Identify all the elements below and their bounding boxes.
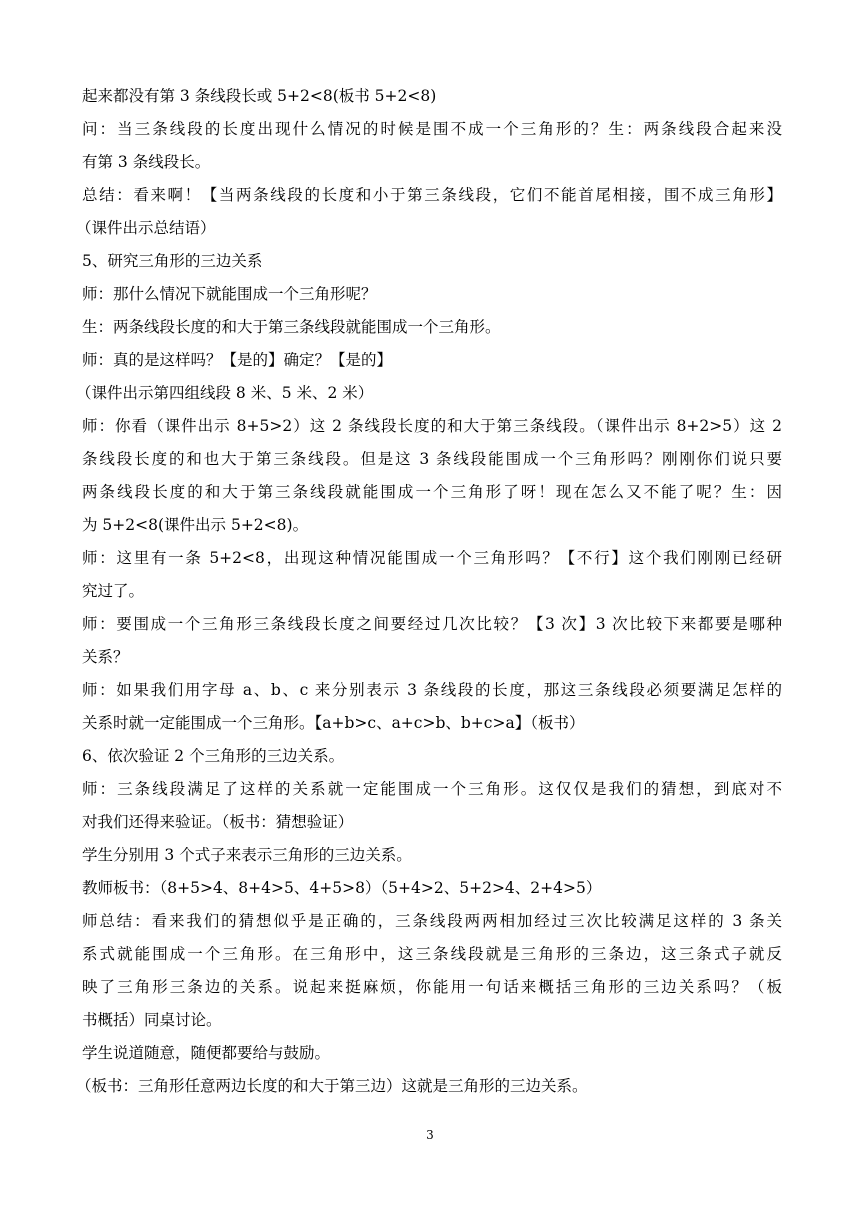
- text-line: 师：真的是这样吗？【是的】确定？【是的】: [82, 351, 393, 369]
- text-line: 学生分别用 3 个式子来表示三角形的三边关系。: [82, 846, 412, 864]
- text-line: 条线段长度的和也大于第三条线段。但是这 3 条线段能围成一个三角形吗？刚刚你们说只要: [82, 450, 782, 468]
- text-line: 关系时就一定能围成一个三角形。【a+b>c、a+c>b、b+c>a】（板书）: [82, 714, 585, 732]
- text-line: 映了三角形三条边的关系。说起来挺麻烦，你能用一句话来概括三角形的三边关系吗？（板: [82, 978, 782, 996]
- text-line: 究过了。: [82, 582, 145, 600]
- text-line: （板书：三角形任意两边长度的和大于第三边）这就是三角形的三边关系。: [76, 1077, 588, 1095]
- text-line: 对我们还得来验证。（板书：猜想验证）: [82, 813, 354, 831]
- document-body: [76, 80, 782, 1103]
- text-line: 师：你看（课件出示 8+5>2）这 2 条线段长度的和大于第三条线段。（课件出示 8+2>5）这 2: [82, 417, 782, 435]
- text-line: 关系？: [82, 648, 129, 666]
- page-number: 3: [426, 1128, 434, 1142]
- section-heading: 5、研究三角形的三边关系: [82, 252, 263, 270]
- text-line: 生：两条线段长度的和大于第三条线段就能围成一个三角形。: [82, 318, 501, 336]
- text-line: 教师板书：（8+5>4、8+4>5、4+5>8）（5+4>2、5+2>4、2+4>5）: [82, 879, 602, 897]
- text-line: 两条线段长度的和大于第三条线段就能围成一个三角形了呀！现在怎么又不能了呢？生：因: [82, 483, 782, 501]
- section-heading: 6、依次验证 2 个三角形的三边关系。: [82, 747, 345, 765]
- text-line: 书概括）同桌讨论。: [82, 1011, 222, 1029]
- text-line: 师：如果我们用字母 a、b、c 来分别表示 3 条线段的长度，那这三条线段必须要满足怎样的: [82, 681, 782, 699]
- text-line: 师总结：看来我们的猜想似乎是正确的，三条线段两两相加经过三次比较满足这样的 3 条关: [82, 912, 782, 930]
- text-line: 师：要围成一个三角形三条线段长度之间要经过几次比较？【3 次】3 次比较下来都要是哪种: [82, 615, 782, 633]
- text-line: 师：三条线段满足了这样的关系就一定能围成一个三角形。这仅仅是我们的猜想，到底对不: [82, 780, 782, 798]
- text-line: （课件出示第四组线段 8 米、5 米、2 米）: [76, 384, 374, 402]
- text-line: 有第 3 条线段长。: [82, 153, 211, 171]
- text-line: （课件出示总结语）: [76, 219, 216, 237]
- text-line: 师：那什么情况下就能围成一个三角形呢？: [82, 285, 377, 303]
- text-line: 为 5+2<8(课件出示 5+2<8)。: [82, 516, 309, 534]
- text-line: 学生说道随意，随便都要给与鼓励。: [82, 1044, 331, 1062]
- text-line: 起来都没有第 3 条线段长或 5+2<8(板书 5+2<8): [82, 87, 437, 105]
- text-line: 师：这里有一条 5+2<8，出现这种情况能围成一个三角形吗？【不行】这个我们刚刚已经研: [82, 549, 782, 567]
- text-line: 总结：看来啊！【当两条线段的长度和小于第三条线段，它们不能首尾相接，围不成三角形】: [82, 186, 782, 204]
- text-line: 系式就能围成一个三角形。在三角形中，这三条线段就是三角形的三条边，这三条式子就反: [82, 945, 782, 963]
- text-line: 问：当三条线段的长度出现什么情况的时候是围不成一个三角形的？生：两条线段合起来没: [82, 120, 782, 138]
